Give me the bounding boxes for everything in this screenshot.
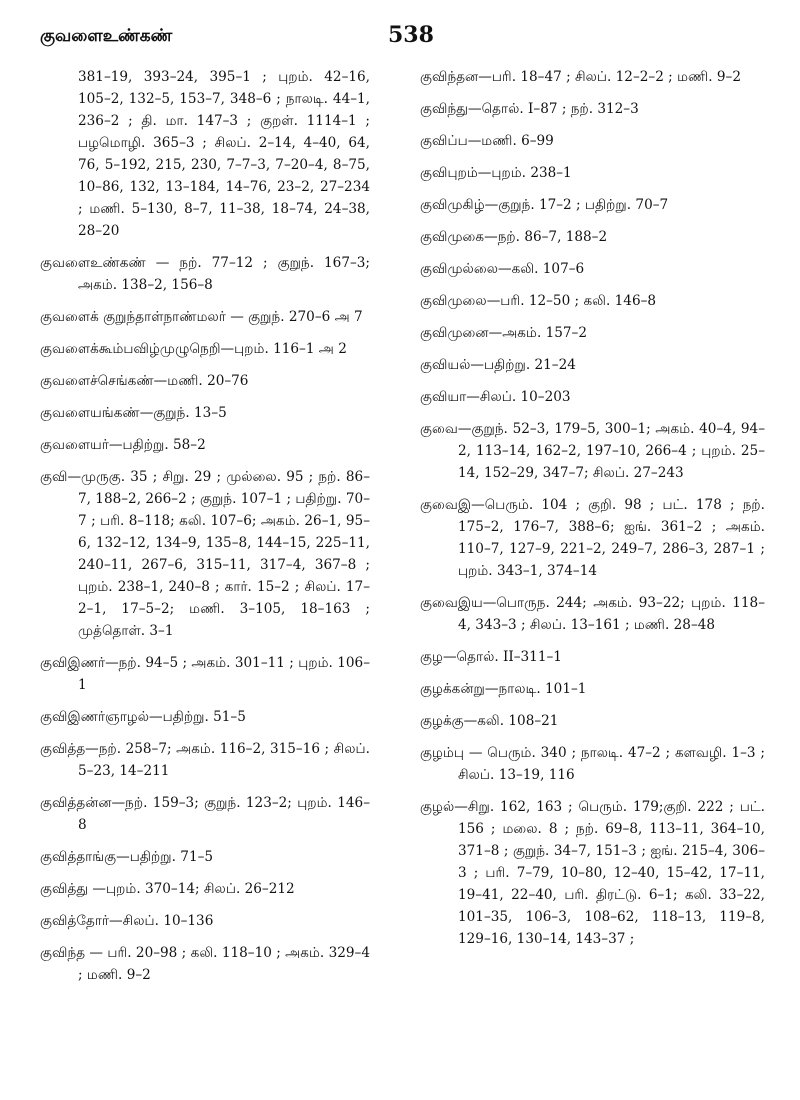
index-entry: குழக்கு—கலி. 108–21 [420,713,559,729]
index-entry: குவைஇ—பெரும். 104 ; குறி. 98 ; பட். 178 ; நற். 175–2, 176–7, 388–6; ஐங். 361–2 ; அகம். 110–7, 127–9, 221–2, 249–7, 286–3, 287–1 ; புறம். 343–1, 374–14 [420,497,765,579]
index-entry: குவளையங்கண்—குறுந். 13–5 [40,405,227,421]
index-entry: குழக்கன்று—நாலடி. 101–1 [420,681,587,697]
index-entry: குவியல்—பதிற்று. 21–24 [420,357,576,373]
index-entry: குவளைக் குறுந்தாள்நாண்மலர் — குறுந். 270–6 அ 7 [40,309,363,325]
right-column [420,66,765,960]
index-entry: குவிஇணர்ஞாழல்—பதிற்று. 51–5 [40,709,246,725]
index-entry: குவிந்து—தொல். I–87 ; நற். 312–3 [420,101,639,117]
index-entry: குவிபுறம்—புறம். 238–1 [420,165,572,181]
index-entry: குவளையர்—பதிற்று. 58–2 [40,437,206,453]
index-entry: குழம்பு — பெரும். 340 ; நாலடி. 47–2 ; களவழி. 1–3 ; சிலப். 13–19, 116 [420,745,765,783]
index-entry: குவிமுல்லை—கலி. 107–6 [420,261,585,277]
index-entry: குவிந்தன—பரி. 18–47 ; சிலப். 12–2–2 ; மணி. 9–2 [420,69,741,85]
index-entry: குவளைக்கூம்பவிழ்முழுநெறி—புறம். 116–1 அ 2 [40,341,347,357]
index-entry: குவிமுகை—நற். 86–7, 188–2 [420,229,608,245]
index-entry: குவிப்ப—மணி. 6–99 [420,133,554,149]
index-entry: குவித்தாங்கு—பதிற்று. 71–5 [40,849,214,865]
index-entry: குவிமுலை—பரி. 12–50 ; கலி. 146–8 [420,293,657,309]
index-entry: குவைஇய—பொருந. 244; அகம். 93–22; புறம். 118–4, 343–3 ; சிலப். 13–161 ; மணி. 28–48 [420,595,765,633]
index-entry: குவளைச்செங்கண்—மணி. 20–76 [40,373,249,389]
index-entry: குவியா—சிலப். 10–203 [420,389,571,405]
index-entry: குவி—முருகு. 35 ; சிறு. 29 ; முல்லை. 95 ; நற். 86–7, 188–2, 266–2 ; குறுந். 107–1 ; பதிற்று. 70–7 ; பரி. 8–118; கலி. 107–6; அகம். 26–1, 95–6, 132–12, 134–9, 135–8, 144–15, 225–11, 240–11, 267–6, 315–11, 317–4, 367–8 ; புறம். 238–1, 240–8 ; கார். 15–2 ; சிலப். 17–2–1, 17–5–2; மணி. 3–105, 18–163 ; முத்தொள். 3–1 [40,469,370,639]
running-head: குவளைஉண்கண் [40,26,173,46]
index-entry: குவிமுனை—அகம். 157–2 [420,325,587,341]
page-number: 538 [388,22,434,48]
index-entry: குவித்தோர்—சிலப். 10–136 [40,913,214,929]
index-entry: குவிஇணர்—நற். 94–5 ; அகம். 301–11 ; புறம். 106–1 [40,655,370,693]
index-entry: குவிந்த — பரி. 20–98 ; கலி. 118–10 ; அகம். 329–4 ; மணி. 9–2 [40,945,370,983]
index-entry: குவிமுகிழ்—குறுந். 17–2 ; பதிற்று. 70–7 [420,197,669,213]
page-header [40,22,760,52]
index-entry: குவித்த—நற். 258–7; அகம். 116–2, 315–16 ; சிலப். 5–23, 14–211 [40,741,370,779]
index-entry: குவளைஉண்கண் — நற். 77–12 ; குறுந். 167–3; அகம். 138–2, 156–8 [40,255,370,293]
index-entry: 381–19, 393–24, 395–1 ; புறம். 42–16, 105–2, 132–5, 153–7, 348–6 ; நாலடி. 44–1, 236–2 ; தி. மா. 147–3 ; குறள். 1114–1 ; பழமொழி. 365–3 ; சிலப். 2–14, 4–40, 64, 76, 5–192, 215, 230, 7–7–3, 7–20–4, 8–75, 10–86, 132, 13–184, 14–76, 23–2, 27–234 ; மணி. 5–130, 8–7, 11–38, 18–74, 24–38, 28–20 [78,69,370,239]
index-entry: குவித்து —புறம். 370–14; சிலப். 26–212 [40,881,295,897]
index-entry: குவை—குறுந். 52–3, 179–5, 300–1; அகம். 40–4, 94–2, 113–14, 162–2, 197–10, 266–4 ; புறம். 25–14, 152–29, 347–7; சிலப். 27–243 [420,421,765,481]
left-column [40,66,370,996]
index-entry: குழல்—சிறு. 162, 163 ; பெரும். 179;குறி. 222 ; பட். 156 ; மலை. 8 ; நற். 69–8, 113–11, 364–10, 371–8 ; குறுந். 34–7, 151–3 ; ஐங். 215–4, 306–3 ; பரி. 7–79, 10–80, 12–40, 15–42, 17–11, 19–41, 22–40, பரி. திரட்டு. 6–1; கலி. 33–22, 101–35, 106–3, 108–62, 118–13, 119–8, 129–16, 130–14, 143–37 ; [420,799,765,947]
index-entry: குவித்தன்ன—நற். 159–3; குறுந். 123–2; புறம். 146–8 [40,795,370,833]
index-entry: குழ—தொல். II–311–1 [420,649,562,665]
